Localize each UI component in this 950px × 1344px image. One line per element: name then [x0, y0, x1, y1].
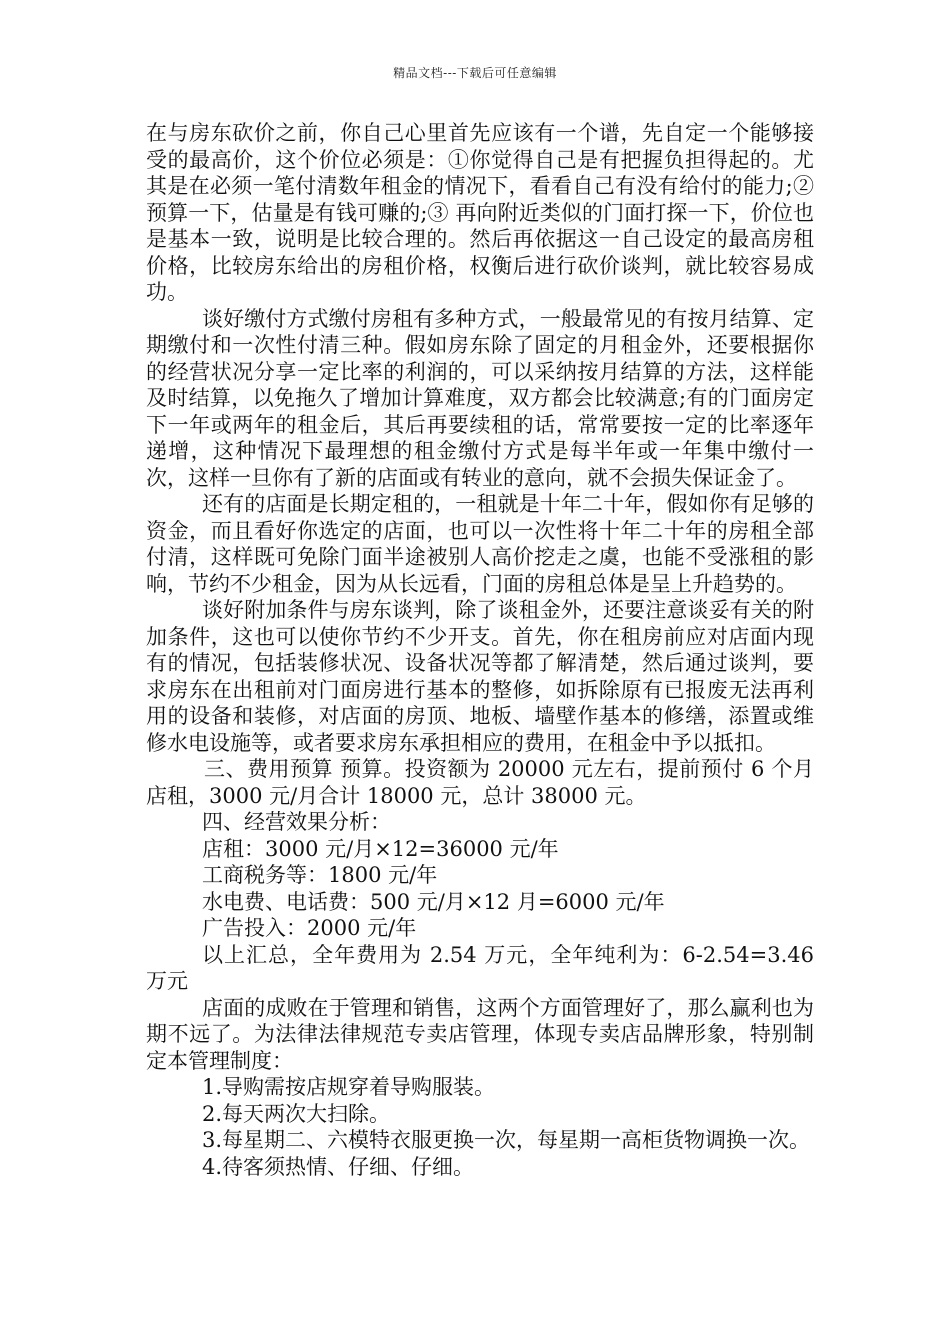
section-heading-analysis: 四、经营效果分析： [202, 810, 391, 834]
paragraph-management: 店面的成败在于管理和销售，这两个方面管理好了，那么赢利也为期不远了。为法律法律规范专卖店管理，体现专卖店品牌形象，特别制定本管理制度： [146, 995, 814, 1073]
paragraph-negotiation-price: 在与房东砍价之前，你自己心里首先应该有一个谱，先自定一个能够接受的最高价，这个价位必须是：①你觉得自己是有把握负担得起的。尤其是在必须一笔付清数年租金的情况下，看看自己有没有给付的能力;② 预算一下，估量是有钱可赚的;③ 再向附近类似的门面打探一下，价位也是基本一致，说明是比较合理的。然后再依据这一自己设定的最高房租价格，比较房东给出的房租价格，权衡后进行砍价谈判，就比较容易成功。 [146, 121, 814, 304]
line-summary: 以上汇总，全年费用为 2.54 万元，全年纯利为：6-2.54=3.46 万元 [146, 942, 814, 993]
line-utilities: 水电费、电话费：500 元/月×12 月=6000 元/年 [202, 889, 665, 914]
paragraph-budget: 三、费用预算 预算。投资额为 20000 元左右，提前预付 6 个月店租，3000 元/月合计 18000 元，总计 38000 元。 [146, 757, 814, 808]
line-taxes: 工商税务等：1800 元/年 [202, 863, 438, 887]
rule-item-2: 2.每天两次大扫除。 [202, 1101, 391, 1126]
rule-item-4: 4.待客须热情、仔细、仔细。 [202, 1154, 475, 1179]
document-body [146, 120, 814, 1180]
paragraph-payment-method: 谈好缴付方式缴付房租有多种方式，一般最常见的有按月结算、定期缴付和一次性付清三种。假如房东除了固定的月租金外，还要根据你的经营状况分享一定比率的利润的，可以采纳按月结算的方法，这样能及时结算，以免拖久了增加计算难度，双方都会比较满意;有的门面房定下一年或两年的租金后，其后再要续租的话，常常要按一定的比率逐年递增，这种情况下最理想的租金缴付方式是每半年或一年集中缴付一次，这样一旦你有了新的店面或有转业的意向，就不会损失保证金了。 [146, 306, 814, 490]
paragraph-additional-terms: 谈好附加条件与房东谈判，除了谈租金外，还要注意谈妥有关的附加条件，这也可以使你节约不少开支。首先，你在租房前应对店面内现有的情况，包括装修状况、设备状况等都了解清楚，然后通过谈判，要求房东在出租前对门面房进行基本的整修，如拆除原有已报废无法再利用的设备和装修，对店面的房顶、地板、墙壁作基本的修缮，添置或维修水电设施等，或者要求房东承担相应的费用，在租金中予以抵扣。 [146, 598, 814, 755]
rule-item-3: 3.每星期二、六模特衣服更换一次，每星期一高柜货物调换一次。 [202, 1128, 811, 1152]
line-rent: 店租：3000 元/月×12=36000 元/年 [202, 836, 559, 861]
rule-item-1: 1.导购需按店规穿着导购服装。 [202, 1075, 496, 1099]
paragraph-long-term-lease: 还有的店面是长期定租的，一租就是十年二十年，假如你有足够的资金，而且看好你选定的店面，也可以一次性将十年二十年的房租全部付清，这样既可免除门面半途被别人高价挖走之虞，也能不受涨租的影响，节约不少租金，因为从长远看，门面的房租总体是呈上升趋势的。 [146, 492, 814, 596]
line-advertising: 广告投入：2000 元/年 [202, 916, 417, 940]
page-header: 精品文档---下载后可任意编辑 [393, 66, 557, 80]
